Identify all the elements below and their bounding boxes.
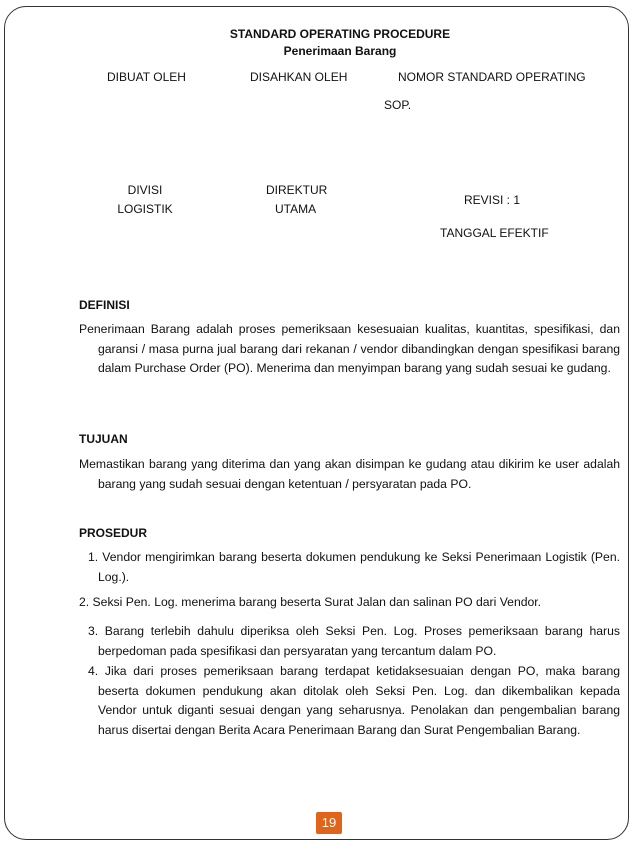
nomor-sop-label: NOMOR STANDARD OPERATING [398,70,586,84]
tujuan-heading: TUJUAN [79,432,128,446]
page-title: STANDARD OPERATING PROCEDURE [229,27,451,41]
disahkan-oleh-label: DISAHKAN OLEH [250,70,348,84]
prosedur-heading: PROSEDUR [79,526,148,540]
logistik-label: LOGISTIK [117,202,173,216]
nomor-sop-value: SOP. [384,98,412,112]
divisi-label: DIVISI [127,183,163,197]
prosedur-item-1: 1. Vendor mengirimkan barang beserta dokumen pendukung ke Seksi Penerimaan Logistik (Pen. Log.). [88,550,620,584]
page-subtitle: Penerimaan Barang [283,44,397,58]
definisi-text: Penerimaan Barang adalah proses pemeriksaan kesesuaian kualitas, kuantitas, spesifikasi, dan garansi / masa purna jual barang dari rekanan / vendor dibandingkan dengan spesifikasi barang dalam Purchase Order (PO). Menerima dan menyimpan barang yang sudah sesuai ke gudang. [79,322,620,375]
prosedur-item-4: 4. Jika dari proses pemeriksaan barang terdapat ketidaksesuaian dengan PO, maka barang beserta dokumen pendukung akan ditolak oleh Seksi Pen. Log. dan dikembalikan kepada Vendor untuk diganti sesuai dengan yang seharusnya. Penolakan dan pengembalian barang harus disertai dengan Berita Acara Penerimaan Barang dan Surat Pengembalian Barang. [88,664,620,737]
page-number-badge: 19 [316,812,342,834]
tanggal-efektif-label: TANGGAL EFEKTIF [440,226,549,240]
tujuan-text: Memastikan barang yang diterima dan yang akan disimpan ke gudang atau dikirim ke user adalah barang yang sudah sesuai dengan ketentuan / persyaratan pada PO. [79,457,620,491]
revisi-label: REVISI : 1 [464,193,521,207]
prosedur-item-2: 2. Seksi Pen. Log. menerima barang beserta Surat Jalan dan salinan PO dari Vendor. [79,595,542,609]
dibuat-oleh-label: DIBUAT OLEH [107,70,186,84]
prosedur-item-3: 3. Barang terlebih dahulu diperiksa oleh Seksi Pen. Log. Proses pemeriksaan barang harus berpedoman pada spesifikasi dan persyaratan yang tercantum dalam PO. [88,624,620,658]
utama-label: UTAMA [275,202,317,216]
direktur-label: DIREKTUR [266,183,328,197]
definisi-heading: DEFINISI [79,298,130,312]
